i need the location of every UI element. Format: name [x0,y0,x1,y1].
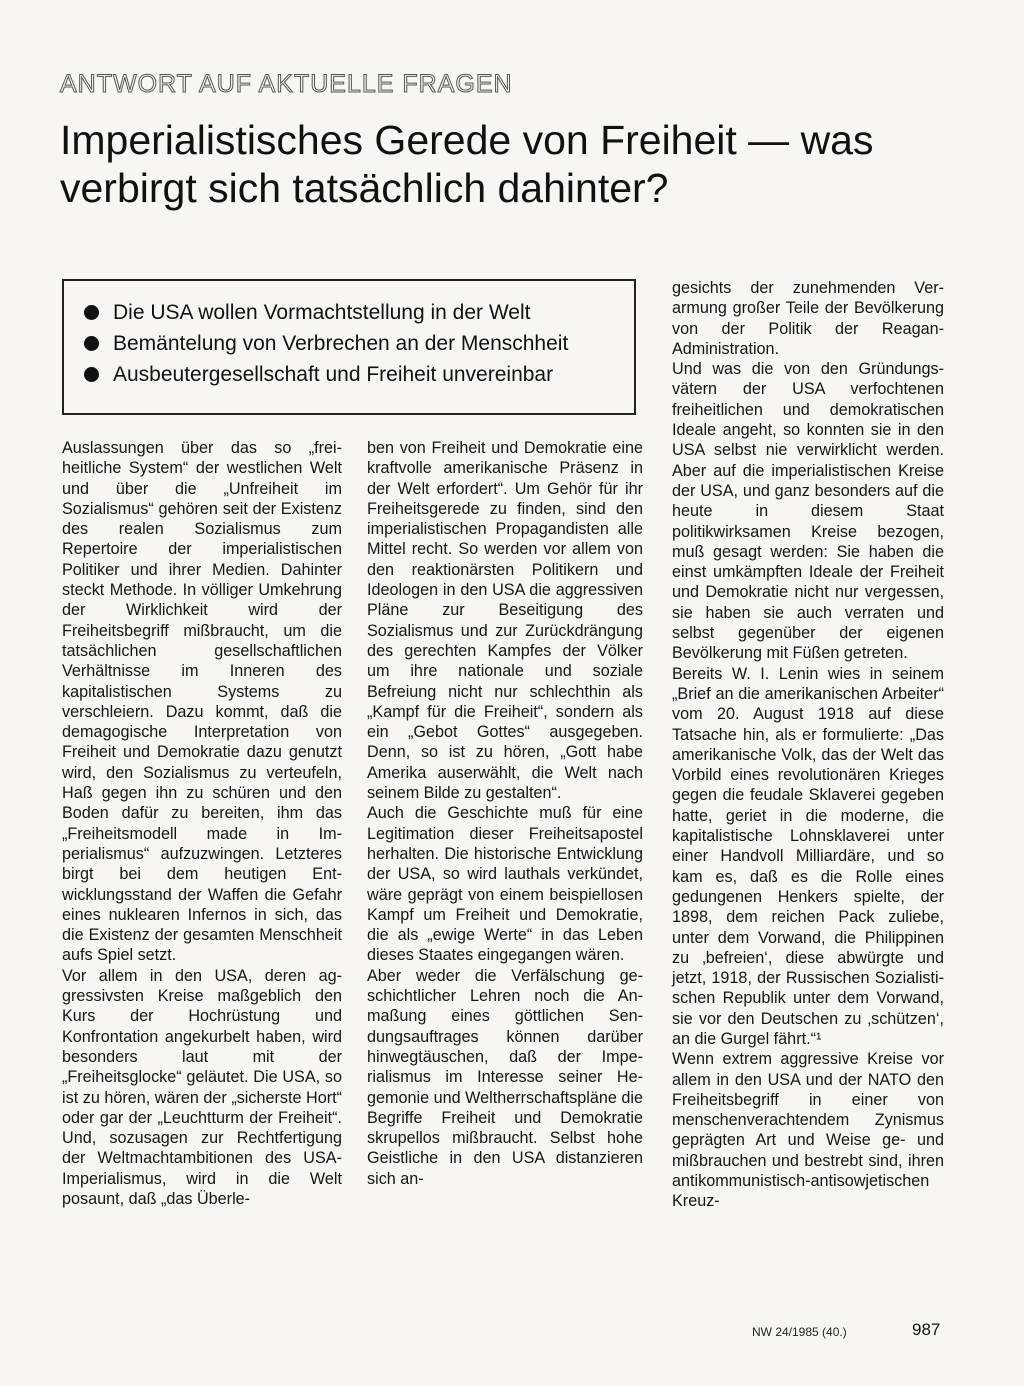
section-kicker: ANTWORT AUF AKTUELLE FRAGEN [60,70,513,98]
summary-list [84,297,634,390]
article-headline: Imperialistisches Gerede von Freiheit — was verbirgt sich tatsächlich dahinter? [60,117,874,211]
paragraph: Und was die von den Gründungsvätern der USA verfochtenen freiheitlichen und demokratischen Ideale angeht, so konnten sie in den USA selbst nie verwirklicht werden. Aber auf die imperialistischen Kreise der USA, und ganz besonders auf die heute in diesem Staat politikwirksamen Kreise bezogen, muß gesagt werden: Sie haben die einst umkämpften Ideale der Freiheit und Demokratie nicht nur vergessen, sie haben sie auch verraten und selbst gegenüber der eigenen Bevölkerung mit Füßen getreten. [672,360,944,663]
summary-item [84,297,634,328]
issue-reference: NW 24/1985 (40.) [752,1325,847,1339]
bullet-dot-icon [84,367,99,382]
summary-item-text: Bemäntelung von Verbrechen an der Menschheit [113,332,569,355]
summary-item-text: Die USA wollen Vormachtstellung in der Welt [113,301,531,324]
bullet-dot-icon [84,336,99,351]
column-right [672,278,944,1212]
paragraph: Bereits W. I. Lenin wies in seinem „Brief an die amerikanischen Arbeiter“ vom 20. August 1918 auf diese Tatsache hin, als er formulierte: „Das amerikanische Volk, das der Welt das Vorbild eines revolutionären Krieges gegen die feudale Sklaverei gegeben hatte, geriet in die moderne, die kapitalistische Lohnsklaverei unter einer Handvoll Milliardäre, und so kam es, daß es die Rolle eines gedungenen Henkers spielte, der 1898, dem reichen Pack zuliebe, unter dem Vorwand, die Philippinen zu ‚befreien‘, diese abwürgte und jetzt, 1918, der Russischen Sozialistischen Republik unter dem Vorwand, sie vor den Deutschen zu ‚schützen‘, an die Gurgel fährt.“¹ [672,664,944,1048]
page-number: 987 [912,1320,941,1339]
column-left [62,438,342,1209]
paragraph: gesichts der zunehmenden Verarmung großer Teile der Bevölkerung von der Politik der Reagan-Administration. [672,279,944,358]
paragraph: Auch die Geschichte muß für eine Legitimation dieser Freiheitsapostel herhalten. Die historische Entwicklung der USA, so wird lauthals verkündet, wäre geprägt von einem beispiellosen Kampf um Freiheit und Demokratie, die als „ewige Werte“ in das Leben dieses Staates eingegangen wären. [367,804,643,965]
summary-item [84,328,634,359]
paragraph: Wenn extrem aggressive Kreise vor allem in den USA und der NATO den Freiheitsbegriff in einer von menschenverachtendem Zynismus geprägten Art und Weise ge- und mißbrauchen und bestrebt sind, ihren antikommunistisch-antisowjetischen Kreuz- [672,1050,944,1211]
summary-item-text: Ausbeutergesellschaft und Freiheit unvereinbar [113,363,554,386]
summary-item [84,359,634,390]
column-middle [367,438,643,1189]
paragraph: Vor allem in den USA, deren aggressivsten Kreise maßgeblich den Kurs der Hochrüstung und Konfrontation angekurbelt haben, wird besonders laut mit der „Freiheitsglocke“ geläutet. Die USA, so ist zu hören, wären der „sicherste Hort“ oder gar der „Leuchtturm der Freiheit“. Und, sozusagen zur Rechtfertigung der Weltmachtambitionen des USA-Imperialismus, wird in die Welt posaunt, daß „das Überle- [62,966,342,1208]
summary-box [62,279,636,415]
paragraph: ben von Freiheit und Demokratie eine kraftvolle amerikanische Präsenz in der Welt erfordert“. Um Gehör für ihr Freiheitsgerede zu finden, sind den imperialistischen Propagandisten alle Mittel recht. So werden vor allem von den reaktionärsten Politikern und Ideologen in den USA die aggressiven Pläne zur Beseitigung des Sozialismus und zur Zurückdrängung des gerechten Kampfes der Völker um ihre nationale und soziale Befreiung nicht nur schlechthin als „Kampf für die Freiheit“, sondern als ein „Gebot Gottes“ ausgegeben. Denn, so ist zu hören, „Gott habe Amerika auserwählt, die Welt nach seinem Bilde zu gestalten“. [367,439,643,803]
bullet-dot-icon [84,305,99,320]
paragraph: Aber weder die Verfälschung geschichtlicher Lehren noch die Anmaßung eines göttlichen Sendungsauftrages können darüber hinwegtäuschen, daß der Imperialismus im Interesse seiner Hegemonie und Weltherrschaftspläne die Begriffe Freiheit und Demokratie skrupellos mißbraucht. Selbst hohe Geistliche in den USA distanzieren sich an- [367,966,643,1188]
paragraph: Auslassungen über das so „freiheitliche System“ der westlichen Welt und über die „Unfreiheit im Sozialismus“ gehören seit der Existenz des realen Sozialismus zum Repertoire der imperialistischen Politiker und ihrer Medien. Dahinter steckt Methode. In völliger Umkehrung der Wirklichkeit wird der Freiheitsbegriff mißbraucht, um die tatsächlichen gesellschaftlichen Verhältnisse im Inneren des kapitalistischen Systems zu verschleiern. Dazu kommt, daß die demagogische Interpretation von Freiheit und Demokratie dazu genutzt wird, den Sozialismus zu verteufeln, Haß gegen ihn zu schüren und den Boden dafür zu bereiten, ihm das „Freiheitsmodell made in Imperialismus“ aufzuzwingen. Letzteres birgt bei dem heutigen Entwicklungsstand der Waffen die Gefahr eines nuklearen Infernos in sich, das die Existenz der gesamten Menschheit aufs Spiel setzt. [62,439,342,965]
